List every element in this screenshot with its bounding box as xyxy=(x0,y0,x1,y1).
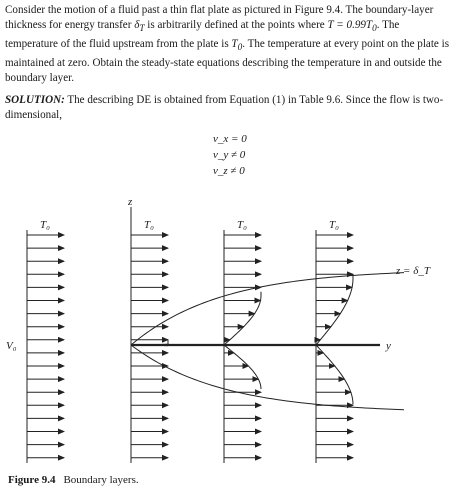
solution-heading: SOLUTION: xyxy=(5,94,65,106)
velocity-equations xyxy=(213,131,247,179)
problem-text-4: . The temperature at every point on the plate is maintained at zero. Obtain the steady-state equations describing the temperature in and outside the boundary layer. xyxy=(5,38,450,85)
figure-caption xyxy=(8,474,139,486)
z-axis-label: z xyxy=(128,196,133,208)
boundary-thickness-label: z = δ_T xyxy=(396,265,430,277)
figure-label: Figure 9.4 xyxy=(8,474,56,486)
station-temp-label: T₀ xyxy=(329,219,339,231)
free-stream-velocity-label: V₀ xyxy=(6,340,17,352)
problem-paragraph xyxy=(5,3,453,86)
T0-symbol: $T_0$ xyxy=(231,38,243,54)
equation-vz: v_z ≠ 0 xyxy=(213,165,245,177)
figure-caption-text: Boundary layers. xyxy=(63,474,139,486)
velocity-profile xyxy=(224,292,261,389)
problem-text-3: . The temperature of the fluid upstream from the plate is xyxy=(5,19,400,51)
solution-paragraph xyxy=(5,93,453,123)
station-temp-label: T₀ xyxy=(144,219,154,231)
station-temp-label: T₀ xyxy=(237,219,247,231)
solution-text: The describing DE is obtained from Equation (1) in Table 9.6. Since the flow is two-dimensional, xyxy=(5,94,444,121)
boundary-layer-diagram xyxy=(0,195,459,473)
delta-T-symbol: $\delta_T$ xyxy=(134,19,145,35)
problem-text-2: is arbitrarily defined at the points where xyxy=(144,19,328,31)
problem-text-1: Consider the motion of a fluid past a thin flat plate as pictured in Figure 9.4. The boundary-layer thickness for energy transfer xyxy=(5,4,434,31)
upper-boundary-layer xyxy=(131,273,404,345)
velocity-profile xyxy=(316,275,353,405)
temperature-equation: $T = 0.99T_0$ xyxy=(327,19,377,35)
y-axis-label: y xyxy=(386,340,391,352)
station-temp-label: T₀ xyxy=(40,219,50,231)
equation-vy: v_y ≠ 0 xyxy=(213,149,246,161)
lower-boundary-layer xyxy=(131,345,404,410)
equation-vx: v_x = 0 xyxy=(213,133,247,145)
